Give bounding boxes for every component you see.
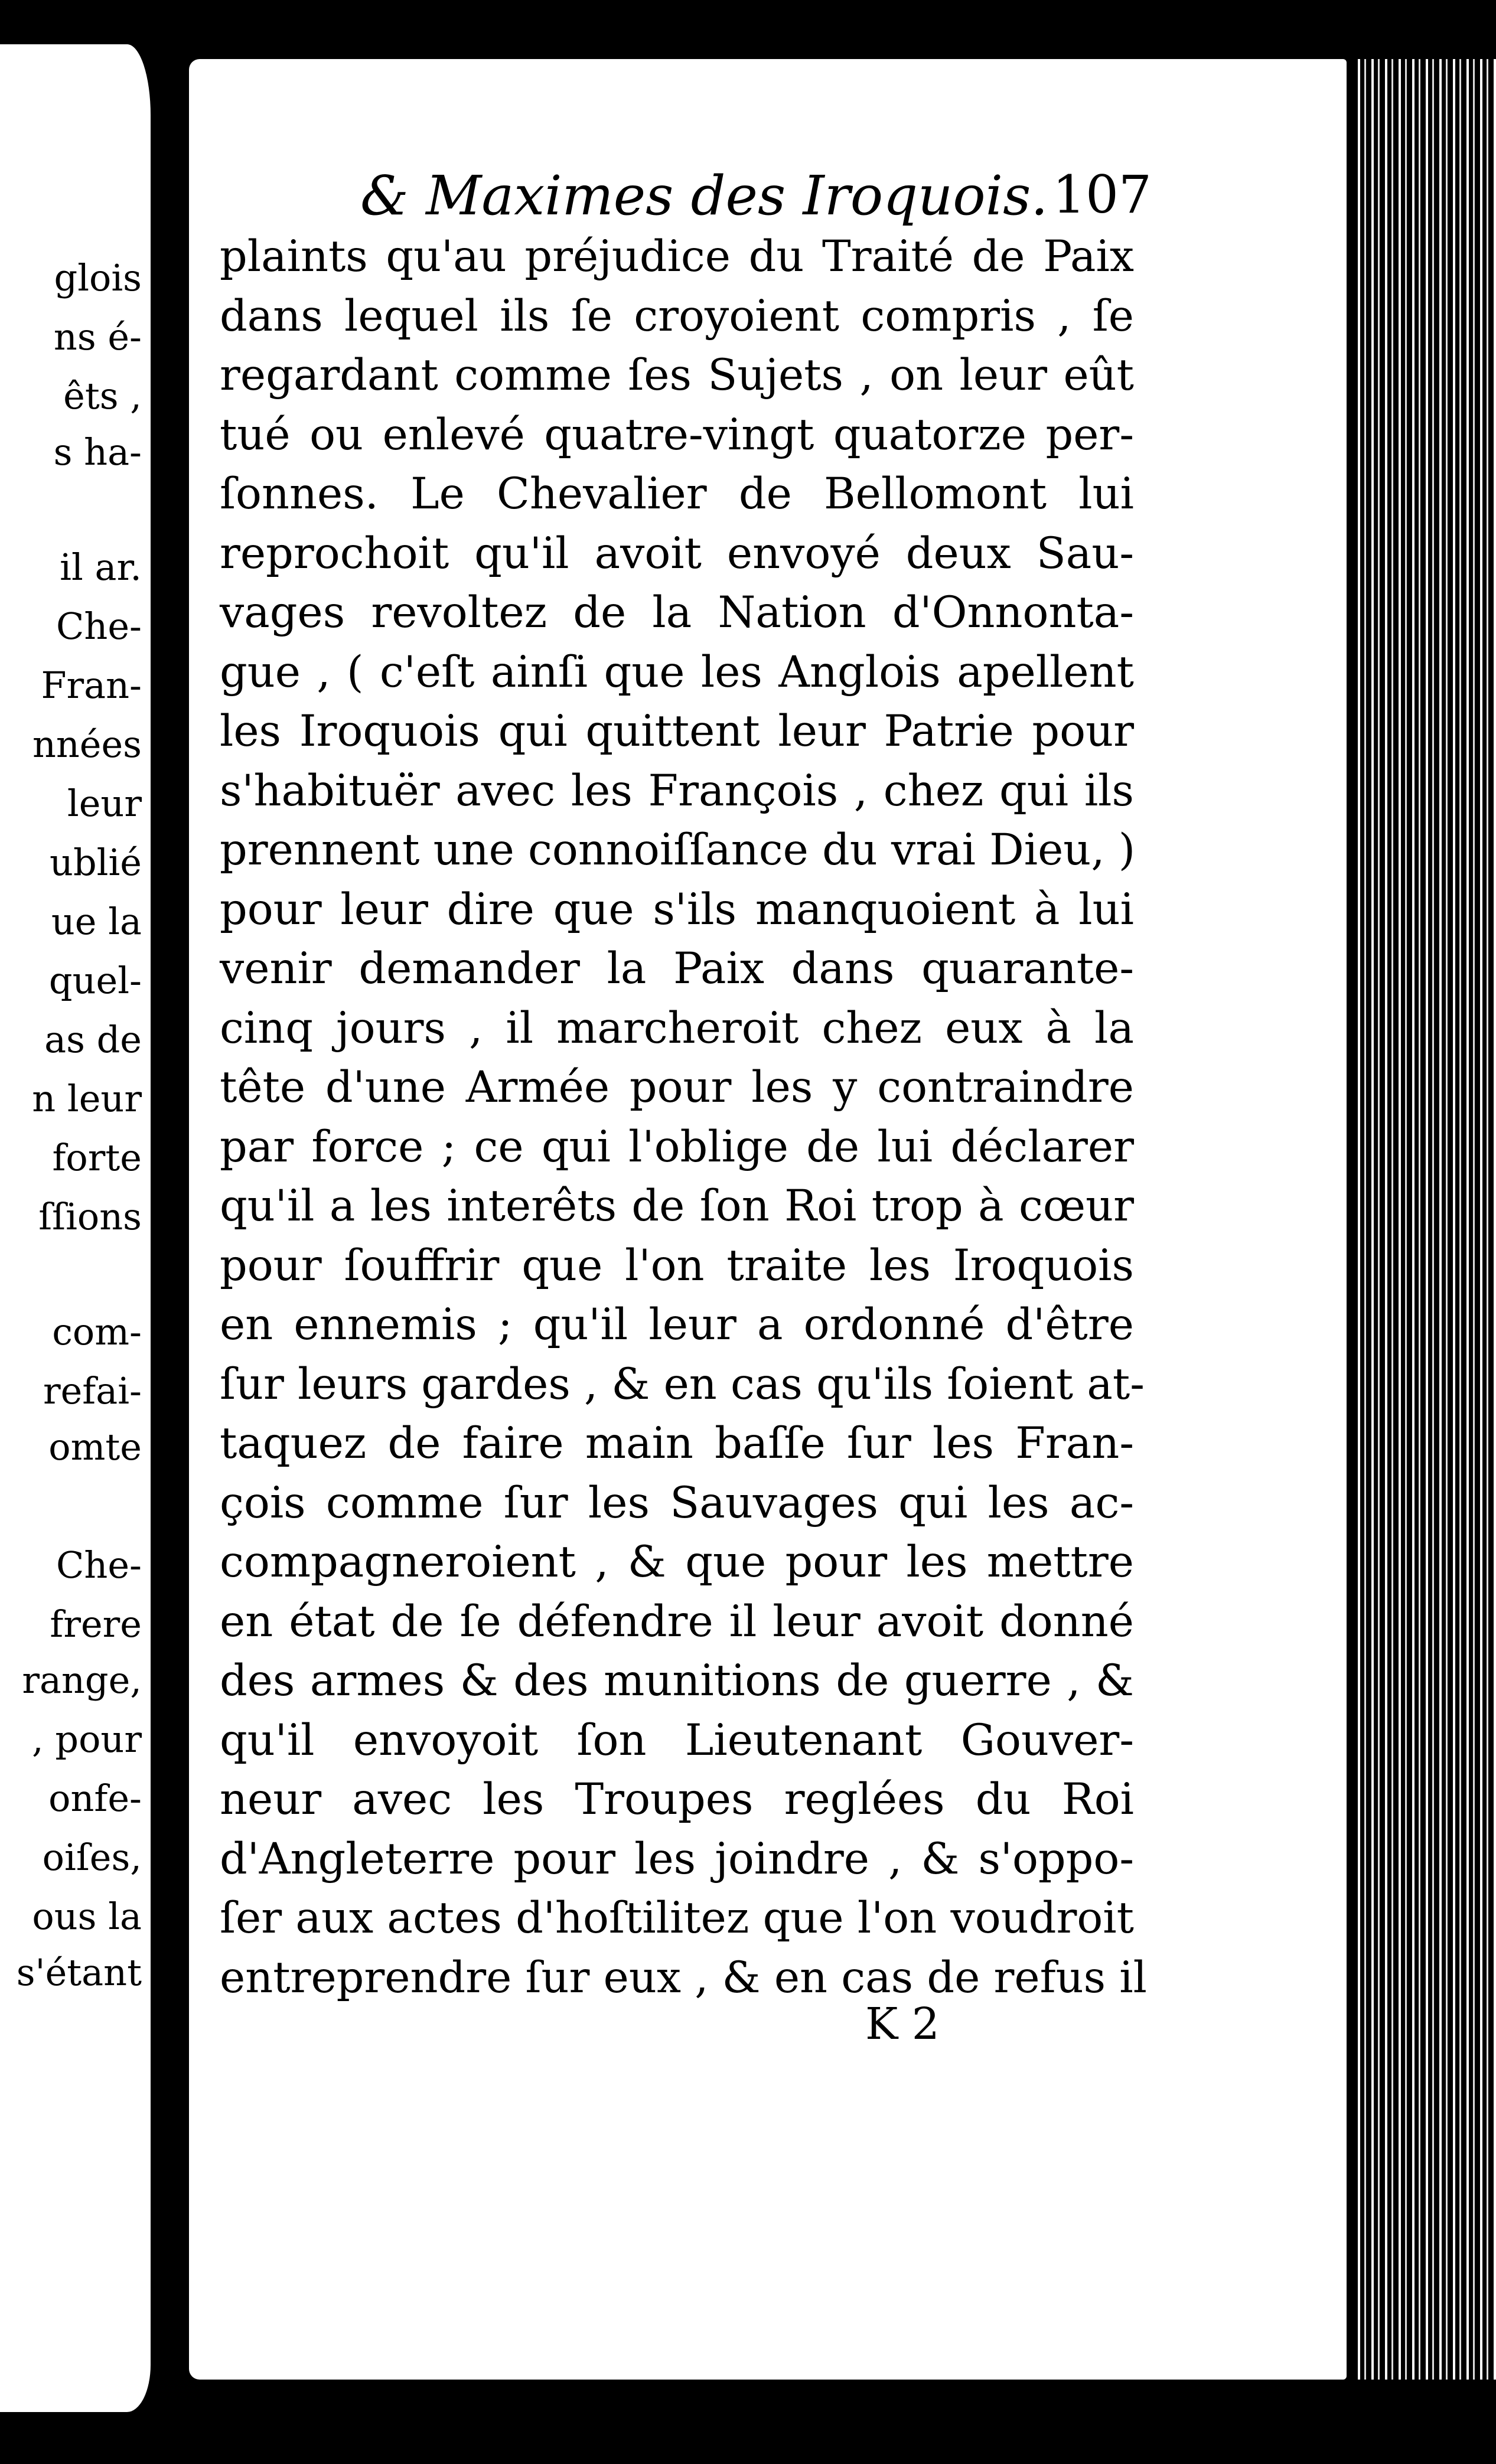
facing-page-line: omte [48,1425,142,1468]
text-line: ſonnes. Le Chevalier de Bellomont lui [220,469,1134,519]
facing-page-line: s ha- [53,430,142,474]
facing-page-line: leur [67,782,142,825]
facing-page-line: ous la [32,1895,142,1938]
facing-page-line: range, [22,1659,142,1702]
facing-page-line: com- [52,1310,142,1353]
text-line: reprochoit qu'il avoit envoyé deux Sau- [220,528,1134,579]
facing-page-line: glois [54,256,142,299]
facing-page-line: oiſes, [42,1836,142,1879]
facing-page-line: onfe- [48,1777,142,1820]
text-line: d'Angleterre pour les joindre , & s'oppo- [220,1833,1134,1884]
text-line: ſur leurs gardes , & en cas qu'ils ſoient at- [220,1359,1145,1409]
text-line: çois comme ſur les Sauvages qui les ac- [220,1477,1134,1528]
text-line: compagneroient , & que pour les mettre [220,1537,1134,1587]
text-line: qu'il envoyoit ſon Lieutenant Gouver- [220,1715,1134,1765]
text-line: taquez de faire main baſſe ſur les Fran- [220,1418,1134,1468]
text-line: qu'il a les interêts de ſon Roi trop à cœur [220,1181,1134,1231]
facing-page-line: Che- [56,1543,142,1587]
text-line: pour ſouffrir que l'on traite les Iroquois [220,1240,1134,1291]
facing-page-line: quel- [48,959,142,1002]
facing-page-line: ſſions [38,1195,142,1238]
facing-page-line: ublié [50,841,142,884]
text-line: tué ou enlevé quatre-vingt quatorze per- [220,409,1134,460]
text-line: gue , ( c'eſt ainſi que les Anglois apellent [220,647,1134,697]
page-edges [1352,59,1496,2380]
text-line: en état de ſe défendre il leur avoit donné [220,1596,1134,1647]
body-text [220,227,1147,2008]
text-line: s'habituër avec les François , chez qui ils [220,765,1134,816]
facing-page-line: nnées [32,723,142,766]
text-line: des armes & des munitions de guerre , & [220,1656,1134,1706]
text-line: ſer aux actes d'hoſtilitez que l'on voudroit [220,1893,1134,1943]
facing-page-line: êts , [63,374,142,417]
text-line: dans lequel ils ſe croyoient compris , ſe [220,291,1134,341]
facing-page-line: , pour [32,1718,142,1761]
running-header [360,164,1152,229]
facing-page-line: ue la [51,900,142,943]
text-line: vages revoltez de la Nation d'Onnonta- [220,588,1134,638]
text-line: les Iroquois qui quittent leur Patrie pour [220,706,1134,756]
text-line: tête d'une Armée pour les y contraindre [220,1062,1134,1112]
text-line: venir demander la Paix dans quarante- [220,944,1134,994]
text-line: par force ; ce qui l'oblige de lui déclarer [220,1121,1134,1172]
text-line: prennent une connoiſſance du vrai Dieu, ) [220,825,1136,875]
facing-page-line: Fran- [41,664,142,707]
facing-page-line: refai- [43,1369,142,1412]
facing-page-line: forte [52,1136,142,1179]
facing-page-line: frere [50,1603,142,1646]
text-line: plaints qu'au préjudice du Traité de Paix [220,231,1134,282]
text-line: entreprendre ſur eux , & en cas de refus il [220,1952,1147,2003]
text-line: regardant comme ſes Sujets , on leur eût [220,350,1134,400]
facing-page-line: as de [44,1018,142,1061]
text-line: pour leur dire que s'ils manquoient à lui [220,884,1134,935]
facing-page-line: Che- [56,605,142,648]
facing-page-line: ns é- [53,315,142,358]
facing-page-line: il ar. [60,546,142,589]
facing-page-line: n leur [32,1077,142,1120]
signature-mark: K 2 [865,1999,940,2049]
text-line: en ennemis ; qu'il leur a ordonné d'être [220,1300,1134,1350]
text-line: neur avec les Troupes reglées du Roi [220,1774,1134,1825]
page-number: 107 [1052,164,1152,225]
facing-page-line: s'étant [16,1951,142,1994]
running-title: & Maximes des Iroquois. [360,164,1048,227]
text-line: cinq jours , il marcheroit chez eux à la [220,1003,1134,1053]
